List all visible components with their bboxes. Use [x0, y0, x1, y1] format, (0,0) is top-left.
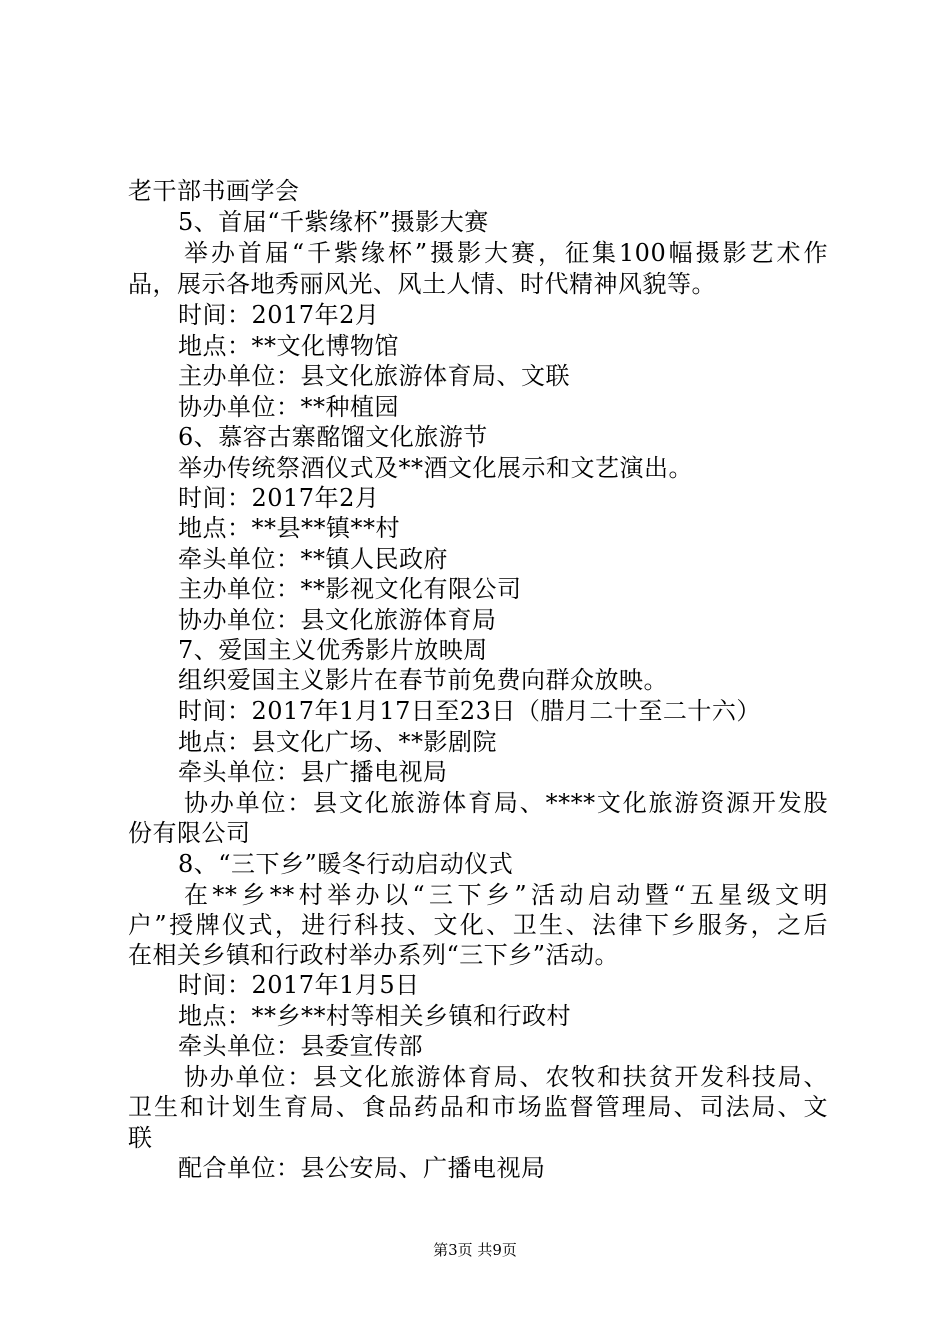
text-line: 牵头单位：县委宣传部: [178, 1032, 423, 1060]
text-line: 在相关乡镇和行政村举办系列“三下乡”活动。: [128, 941, 620, 969]
text-line: 份有限公司: [128, 819, 251, 847]
section-heading: 5、首届“千紫缘杯”摄影大赛: [178, 208, 489, 236]
text-line: 户”授牌仪式，进行科技、文化、卫生、法律下乡服务，之后: [128, 911, 828, 939]
text-line: 时间：2017年2月: [178, 484, 380, 512]
text-line: 卫生和计划生育局、食品药品和市场监督管理局、司法局、文: [128, 1093, 828, 1121]
text-line: 协办单位：县文化旅游体育局、****文化旅游资源开发股: [184, 789, 828, 817]
text-line: 在**乡**村举办以“三下乡”活动启动暨“五星级文明: [184, 881, 828, 909]
text-line: 时间：2017年1月5日: [178, 971, 420, 999]
text-line: 举办传统祭酒仪式及**酒文化展示和文艺演出。: [178, 454, 693, 482]
section-heading: 6、慕容古寨酩馏文化旅游节: [178, 423, 488, 451]
section-heading: 7、爱国主义优秀影片放映周: [178, 636, 488, 664]
text-line: 地点：**县**镇**村: [178, 514, 400, 542]
text-line: 组织爱国主义影片在春节前免费向群众放映。: [178, 666, 668, 694]
text-line: 老干部书画学会: [128, 177, 300, 205]
text-line: 主办单位：**影视文化有限公司: [178, 575, 522, 603]
text-line: 联: [128, 1124, 153, 1152]
text-line: 品，展示各地秀丽风光、风土人情、时代精神风貌等。: [128, 270, 716, 298]
text-line: 地点：**乡**村等相关乡镇和行政村: [178, 1002, 571, 1030]
text-line: 时间：2017年2月: [178, 301, 380, 329]
text-line: 举办首届“千紫缘杯”摄影大赛，征集100幅摄影艺术作: [184, 239, 828, 267]
text-line: 地点：**文化博物馆: [178, 332, 399, 360]
text-line: 时间：2017年1月17日至23日（腊月二十至二十六）: [178, 697, 761, 725]
text-line: 协办单位：县文化旅游体育局、农牧和扶贫开发科技局、: [184, 1063, 828, 1091]
section-heading: 8、“三下乡”暖冬行动启动仪式: [178, 850, 514, 878]
page-number-footer: 第3页 共9页: [433, 1241, 517, 1259]
text-line: 协办单位：**种植园: [178, 393, 399, 421]
text-line: 牵头单位：**镇人民政府: [178, 545, 448, 573]
text-line: 地点：县文化广场、**影剧院: [178, 728, 497, 756]
text-line: 配合单位：县公安局、广播电视局: [178, 1154, 546, 1182]
text-line: 主办单位：县文化旅游体育局、文联: [178, 362, 570, 390]
text-line: 牵头单位：县广播电视局: [178, 758, 448, 786]
text-line: 协办单位：县文化旅游体育局: [178, 606, 497, 634]
